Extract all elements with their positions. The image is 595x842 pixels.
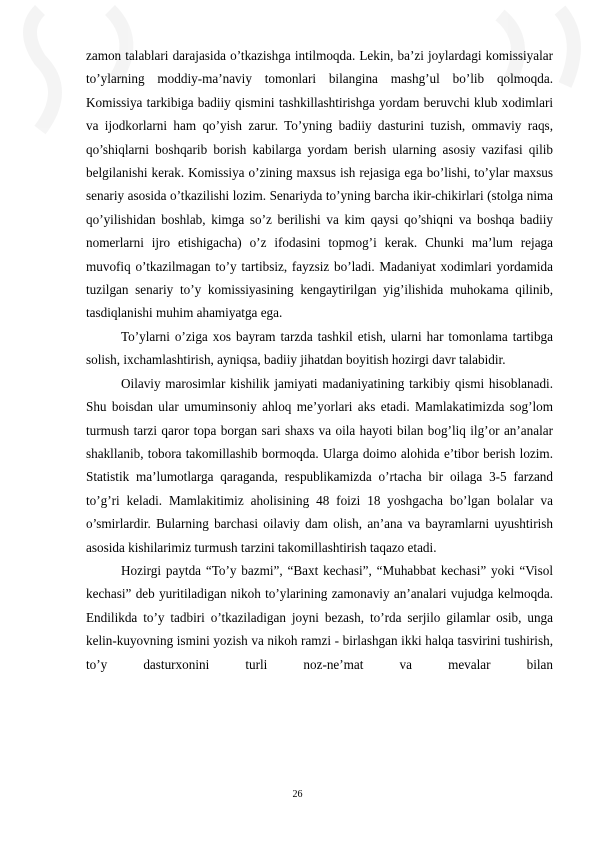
paragraph-1: zamon talablari darajasida o’tkazishga intilmoqda. Lekin, ba’zi joylardagi komissiyalar to’ylarning moddiy-ma’naviy tomonlari bilangina mashg’ul bo’lib qolmoqda. Komissiya tarkibiga badiiy qismini tashkillashtirishga yordam beruvchi klub xodimlari va ijodkorlarni ham qo’yish zarur. To’yning badiiy dasturini tuzish, ommaviy raqs, qo’shiqlarni boshqarib borish kabilarga yordam berish ularning asosiy vazifasi qilib belgilanishi kerak. Komissiya o’zining maxsus ish rejasiga ega bo’lishi, to’ylar maxsus senariy asosida o’tkazilishi lozim. Senariyda to’yning barcha ikir-chikirlari (stolga nima qo’yilishidan boshlab, kimga so’z berilishi va kim qaysi qo’shiqni va boshqa badiiy nomerlarni ijro etishigacha) o’z ifodasini topmog’i kerak. Chunki ma’lum rejaga muvofiq o’tkazilmagan to’y tartibsiz, fayzsiz bo’ladi. Madaniyat xodimlari yordamida tuzilgan senariy to’y komissiyasining kengaytirilgan yig’ilishida muhokama qilinib, tasdiqlanishi muhim ahamiyatga ega. xyxy=(86,48,553,321)
paragraph-3: Oilaviy marosimlar kishilik jamiyati madaniyatining tarkibiy qismi hisoblanadi. Shu boisdan ular umuminsoniy ahloq me’yorlari aks etadi. Mamlakatimizda sog’lom turmush tarzi qaror topa borgan sari shaxs va oila hayoti bilan bog’liq ilg’or an’analar shakllanib, tobora takomillashib bormoqda. Ularga doimo alohida e’tibor berish lozim. Statistik ma’lumotlarga qaraganda, respublikamizda o’rtacha bir oilaga 3-5 farzand to’g’ri keladi. Mamlakitimiz aholisining 48 foizi 18 yoshgacha bo’lgan bolalar va o’smirlardir. Bularning barchasi oilaviy dam olish, an’ana va bayramlarni uyushtirish asosida kishilarimiz turmush tarzini takomillashtirish taqazo etadi. xyxy=(86,375,553,555)
page-number: 26 xyxy=(292,789,303,800)
document-body xyxy=(86,44,553,676)
paragraph-2: To’ylarni o’ziga xos bayram tarzda tashkil etish, ularni har tomonlama tartibga solish, ixchamlashtirish, ayniqsa, badiiy jihatdan boyitish hozirgi davr talabidir. xyxy=(86,328,553,368)
paragraph-4: Hozirgi paytda “To’y bazmi”, “Baxt kechasi”, “Muhabbat kechasi” yoki “Visol kechasi” deb yuritiladigan nikoh to’ylarining zamonaviy an’analari vujudga kelmoqda. Endilikda to’y tadbiri o’tkaziladigan joyni bezash, to’rda serjilo gilamlar osib, unga kelin-kuyovning ismini yozish va nikoh ramzi - birlashgan ikki halqa tasvirini tushirish, to’y dasturxonini turli noz-ne’mat va mevalar bilan xyxy=(86,562,553,672)
